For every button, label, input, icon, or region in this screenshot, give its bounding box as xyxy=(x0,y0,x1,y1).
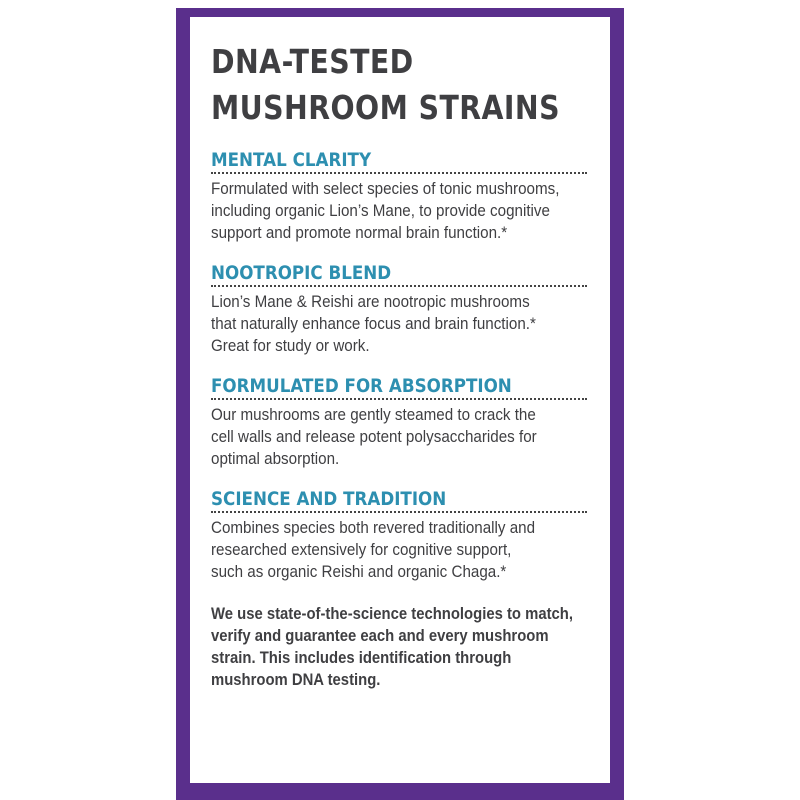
body-line: Our mushrooms are gently steamed to crack the xyxy=(211,406,536,424)
section-body xyxy=(211,404,564,470)
dotted-divider xyxy=(211,285,587,287)
section-body xyxy=(211,517,564,583)
panel-content xyxy=(211,39,595,691)
info-panel xyxy=(190,17,610,783)
body-line: such as organic Reishi and organic Chaga.* xyxy=(211,563,507,581)
body-line: including organic Lion’s Mane, to provide cognitive xyxy=(211,202,550,220)
dotted-divider xyxy=(211,511,587,513)
closing-line: mushroom DNA testing. xyxy=(211,671,381,689)
section-body xyxy=(211,291,564,357)
dotted-divider xyxy=(211,172,587,174)
section-heading: FORMULATED FOR ABSORPTION xyxy=(211,375,512,397)
section-science-and-tradition xyxy=(211,487,595,583)
section-heading: NOOTROPIC BLEND xyxy=(211,262,392,284)
body-line: that naturally enhance focus and brain function.* xyxy=(211,315,536,333)
body-line: researched extensively for cognitive support, xyxy=(211,541,512,559)
body-line: cell walls and release potent polysaccharides for xyxy=(211,428,537,446)
dotted-divider xyxy=(211,398,587,400)
body-line: Great for study or work. xyxy=(211,337,370,355)
body-line: Combines species both revered traditionally and xyxy=(211,519,536,537)
closing-statement xyxy=(211,603,573,691)
section-mental-clarity xyxy=(211,148,595,244)
section-heading: SCIENCE AND TRADITION xyxy=(211,488,447,510)
body-line: optimal absorption. xyxy=(211,450,340,468)
body-line: Formulated with select species of tonic mushrooms, xyxy=(211,180,560,198)
page-title xyxy=(211,39,560,131)
body-line: support and promote normal brain function.* xyxy=(211,224,508,242)
title-line-2: MUSHROOM STRAINS xyxy=(211,88,560,127)
closing-line: verify and guarantee each and every mushroom xyxy=(211,627,549,645)
section-heading: MENTAL CLARITY xyxy=(211,149,372,171)
closing-line: strain. This includes identification through xyxy=(211,649,512,667)
body-line: Lion’s Mane & Reishi are nootropic mushrooms xyxy=(211,293,530,311)
title-line-1: DNA-TESTED xyxy=(211,42,414,81)
section-formulated-for-absorption xyxy=(211,374,595,470)
closing-line: We use state-of-the-science technologies to match, xyxy=(211,605,573,623)
section-body xyxy=(211,178,564,244)
section-nootropic-blend xyxy=(211,261,595,357)
